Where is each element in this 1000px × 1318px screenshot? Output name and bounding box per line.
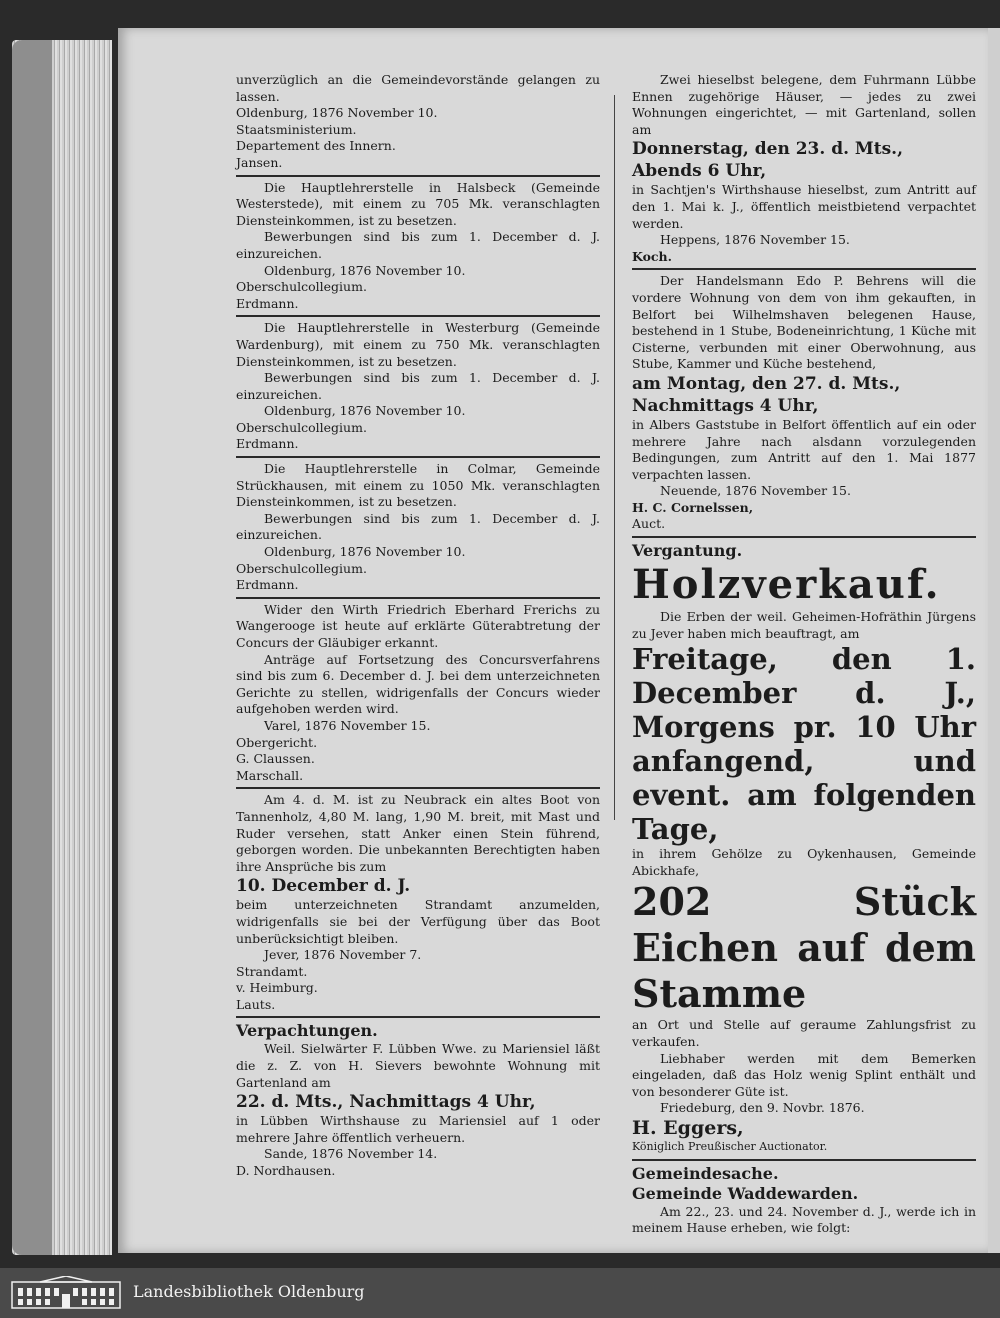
auction-headline: Holzverkauf. bbox=[632, 561, 941, 609]
highlight-date: 10. December d. J. bbox=[236, 876, 411, 897]
date-line: Varel, 1876 November 15. bbox=[264, 717, 431, 733]
column-divider bbox=[614, 95, 615, 820]
highlight-date: 22. d. Mts., Nachmittags 4 Uhr, bbox=[236, 1092, 536, 1113]
notice-text: Am 22., 23. und 24. November d. J., werde ich in meinem Hause erheben, wie folgt: bbox=[632, 1203, 976, 1236]
notice-text: in ihrem Gehölze zu Oykenhausen, Gemeinde Abickhafe, bbox=[632, 846, 976, 878]
signature: Erdmann. bbox=[236, 436, 299, 452]
signature: Koch. bbox=[632, 248, 672, 264]
divider bbox=[632, 536, 976, 538]
date-line: Oldenburg, 1876 November 10. bbox=[264, 262, 466, 278]
signature: Jansen. bbox=[236, 154, 283, 170]
divider bbox=[236, 787, 600, 789]
signature: H. Eggers, bbox=[632, 1117, 744, 1139]
library-building-icon bbox=[10, 1276, 122, 1310]
notice-text: an Ort und Stelle auf geraume Zahlungsfrist zu verkaufen. bbox=[632, 1017, 976, 1050]
notice-text: Der Handelsmann Edo P. Behrens will die vordere Wohnung von dem von ihm gekauften, in Belfort bei Wilhelmshaven belegenen Hause, bestehend in 1 Stube, Bodeneinrichtung, 1 Küche mit Cisterne, verbunden mit einer Oberwohnung, aus Stube, Kammer und Küche bestehend, bbox=[632, 273, 976, 372]
highlight-time: Nachmittags 4 Uhr, bbox=[632, 395, 819, 416]
signature-title: Königlich Preußischer Auctionator. bbox=[632, 1140, 828, 1153]
notice-text: Bewerbungen sind bis zum 1. December d. J. einzureichen. bbox=[236, 229, 600, 261]
notice-text: Zwei hieselbst belegene, dem Fuhrmann Lübbe Ennen zugehörige Häuser, — jedes zu zwei Wohnungen eingerichtet, — mit Gartenland, sollen am bbox=[632, 72, 976, 137]
book-spine bbox=[12, 40, 52, 1255]
date-line: Oldenburg, 1876 November 10. bbox=[264, 544, 466, 560]
authority: Oberschulcollegium. bbox=[236, 560, 367, 576]
signature: H. C. Cornelssen, bbox=[632, 499, 754, 515]
notice-text: Die Erben der weil. Geheimen-Hofräthin Jürgens zu Jever haben mich beauftragt, am bbox=[632, 609, 976, 641]
date-line: Sande, 1876 November 14. bbox=[264, 1146, 438, 1162]
signature: D. Nordhausen. bbox=[236, 1163, 336, 1179]
notice-text: Bewerbungen sind bis zum 1. December d. J. einzureichen. bbox=[236, 370, 600, 402]
signature-title: Auct. bbox=[632, 516, 666, 532]
divider bbox=[236, 175, 600, 177]
notice-text: beim unterzeichneten Strandamt anzumelden, widrigenfalls sie bei der Verfügung über das Boot unberücksichtigt bleiben. bbox=[236, 897, 600, 946]
notice-text: in Sachtjen's Wirthshause hieselbst, zum Antritt auf den 1. Mai k. J., öffentlich meistbietend verpachtet werden. bbox=[632, 182, 976, 231]
highlight-date: Donnerstag, den 23. d. Mts., bbox=[632, 139, 904, 160]
signature: v. Heimburg. bbox=[236, 980, 318, 996]
section-heading: Verpachtungen. bbox=[236, 1021, 378, 1041]
notice-text: Die Hauptlehrerstelle in Halsbeck (Gemeinde Westerstede), mit einem zu 705 Mk. veranschlagten Diensteinkommen, ist zu besetzen. bbox=[236, 179, 600, 228]
left-column bbox=[236, 72, 600, 1180]
divider bbox=[236, 597, 600, 599]
footer-bar bbox=[0, 1268, 1000, 1318]
authority: Staatsministerium. bbox=[236, 121, 357, 137]
authority: Obergericht. bbox=[236, 734, 318, 750]
highlight-time: Abends 6 Uhr, bbox=[632, 161, 767, 182]
date-line: Oldenburg, 1876 November 10. bbox=[264, 403, 466, 419]
notice-text: Weil. Sielwärter F. Lübben Wwe. zu Mariensiel läßt die z. Z. von H. Sievers bewohnte Wohnung mit Gartenland am bbox=[236, 1041, 600, 1090]
library-name: Landesbibliothek Oldenburg bbox=[133, 1282, 365, 1301]
notice-text: Wider den Wirth Friedrich Eberhard Frerichs zu Wangerooge ist heute auf erklärte Güterabtretung der Concurs der Gläubiger erkannt. bbox=[236, 601, 600, 650]
date-line: Jever, 1876 November 7. bbox=[264, 947, 422, 963]
right-column bbox=[632, 72, 976, 1237]
text-block: unverzüglich an die Gemeindevorstände gelangen zu lassen. bbox=[236, 72, 600, 104]
date-line: Oldenburg, 1876 November 10. bbox=[236, 105, 438, 121]
signature: Lauts. bbox=[236, 996, 276, 1012]
date-line: Neuende, 1876 November 15. bbox=[660, 483, 851, 499]
auction-item: 202 Stück Eichen auf dem Stamme bbox=[632, 879, 976, 1017]
notice-text: Anträge auf Fortsetzung des Concursverfahrens sind bis zum 6. December d. J. bei dem unterzeichneten Gerichte zu stellen, widrigenfalls der Concurs wieder aufgehoben werden wird. bbox=[236, 651, 600, 717]
notice-text: Die Hauptlehrerstelle in Westerburg (Gemeinde Wardenburg), mit einem zu 750 Mk. veranschlagten Diensteinkommen, ist zu besetzen. bbox=[236, 320, 600, 369]
section-heading: Gemeinde Waddewarden. bbox=[632, 1183, 859, 1203]
signature: Marschall. bbox=[236, 767, 304, 783]
divider bbox=[236, 315, 600, 317]
section-heading: Gemeindesache. bbox=[632, 1163, 779, 1183]
authority: Oberschulcollegium. bbox=[236, 419, 367, 435]
department: Departement des Innern. bbox=[236, 138, 396, 154]
authority: Strandamt. bbox=[236, 963, 308, 979]
date-line: Heppens, 1876 November 15. bbox=[660, 232, 850, 248]
highlight-date: am Montag, den 27. d. Mts., bbox=[632, 373, 901, 394]
divider bbox=[632, 1159, 976, 1161]
signature: G. Claussen. bbox=[236, 751, 315, 767]
authority: Oberschulcollegium. bbox=[236, 279, 367, 295]
auction-date: Freitage, den 1. December d. J., Morgens pr. 10 Uhr anfangend, und event. am folgenden Tage, bbox=[632, 642, 976, 847]
notice-text: Bewerbungen sind bis zum 1. December d. J. einzureichen. bbox=[236, 510, 600, 543]
notice-text: in Lübben Wirthshause zu Mariensiel auf 1 oder mehrere Jahre öffentlich verheuern. bbox=[236, 1113, 600, 1145]
section-heading: Vergantung. bbox=[632, 541, 743, 561]
date-line: Friedeburg, den 9. Novbr. 1876. bbox=[660, 1100, 865, 1116]
divider bbox=[236, 456, 600, 458]
notice-text: Am 4. d. M. ist zu Neubrack ein altes Boot von Tannenholz, 4,80 M. lang, 1,90 M. breit, mit Mast und Ruder versehen, statt Anker einen Stein führend, geborgen worden. Die unbekannten Berechtigten haben ihre Ansprüche bis zum bbox=[236, 792, 600, 874]
divider bbox=[236, 1016, 600, 1018]
signature: Erdmann. bbox=[236, 295, 299, 311]
notice-text: in Albers Gaststube in Belfort öffentlich auf ein oder mehrere Jahre nach alsdann vorzulegenden Bedingungen, zum Antritt auf den 1. Mai 1877 verpachten lassen. bbox=[632, 416, 976, 482]
notice-text: Die Hauptlehrerstelle in Colmar, Gemeinde Strückhausen, mit einem zu 1050 Mk. veranschlagten Diensteinkommen, ist zu besetzen. bbox=[236, 461, 600, 510]
signature: Erdmann. bbox=[236, 577, 299, 593]
notice-text: Liebhaber werden mit dem Bemerken eingeladen, daß das Holz wenig Splint enthält und von besonderer Güte ist. bbox=[632, 1050, 976, 1099]
adjacent-page-strip bbox=[988, 28, 1000, 1253]
divider bbox=[632, 268, 976, 270]
